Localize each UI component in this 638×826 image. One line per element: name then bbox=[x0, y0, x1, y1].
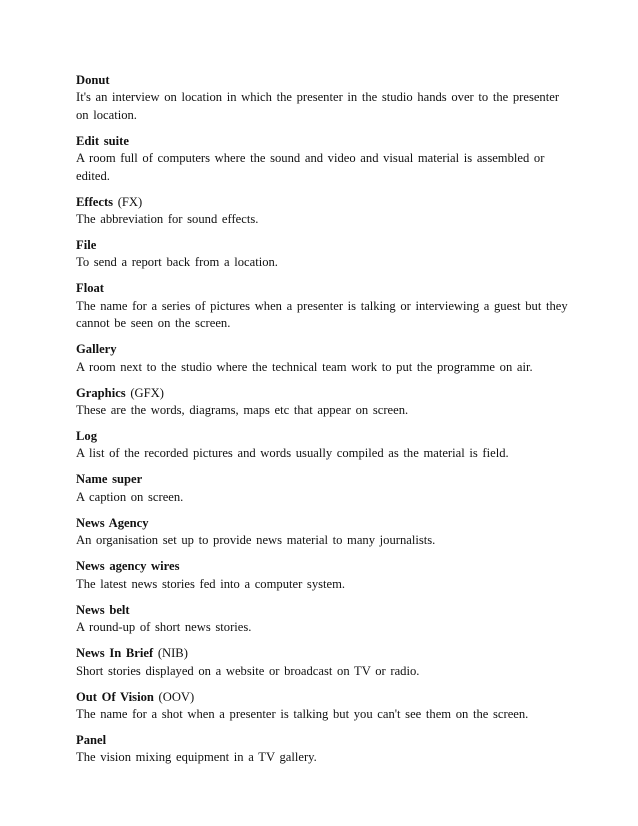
glossary-entry-gallery bbox=[76, 341, 576, 376]
term-definition: The name for a series of pictures when a presenter is talking or interviewing a guest but they cannot be seen on the screen. bbox=[76, 298, 568, 331]
term-name: Panel bbox=[76, 732, 107, 747]
glossary-term bbox=[76, 237, 576, 254]
glossary-entry-donut bbox=[76, 72, 576, 124]
glossary-entry-log bbox=[76, 428, 576, 463]
term-name: File bbox=[76, 238, 97, 253]
glossary-term bbox=[76, 602, 576, 619]
glossary-term bbox=[76, 341, 576, 358]
term-definition: The latest news stories fed into a computer system. bbox=[76, 576, 346, 591]
term-definition: A caption on screen. bbox=[76, 489, 184, 504]
glossary-term bbox=[76, 194, 576, 211]
term-definition: The abbreviation for sound effects. bbox=[76, 212, 259, 227]
glossary-term bbox=[76, 515, 576, 532]
glossary-entry-file bbox=[76, 237, 576, 272]
term-name: Float bbox=[76, 281, 104, 296]
term-name: News belt bbox=[76, 602, 130, 617]
term-definition: The vision mixing equipment in a TV gallery. bbox=[76, 750, 317, 765]
term-definition: These are the words, diagrams, maps etc that appear on screen. bbox=[76, 403, 409, 418]
term-definition: A room next to the studio where the technical team work to put the programme on air. bbox=[76, 359, 533, 374]
glossary-entry-effects bbox=[76, 194, 576, 229]
term-definition: A list of the recorded pictures and words usually compiled as the material is field. bbox=[76, 446, 509, 461]
term-name: News agency wires bbox=[76, 559, 180, 574]
term-definition: A room full of computers where the sound and video and visual material is assembled or edited. bbox=[76, 151, 545, 183]
term-name: Donut bbox=[76, 73, 110, 87]
term-definition: A round-up of short news stories. bbox=[76, 620, 252, 635]
term-name: Name super bbox=[76, 472, 143, 487]
glossary-term bbox=[76, 645, 576, 662]
glossary-entry-out-of-vision bbox=[76, 689, 576, 724]
term-name: Out Of Vision bbox=[76, 689, 154, 704]
glossary-entry-news-in-brief bbox=[76, 645, 576, 680]
term-abbreviation: (NIB) bbox=[157, 646, 188, 661]
term-name: Log bbox=[76, 429, 97, 444]
term-name: Edit suite bbox=[76, 133, 129, 148]
glossary-entry-edit-suite bbox=[76, 133, 576, 185]
glossary-term bbox=[76, 732, 576, 749]
glossary-term bbox=[76, 558, 576, 575]
glossary-entry-float bbox=[76, 280, 576, 332]
glossary-entry-graphics bbox=[76, 385, 576, 420]
term-definition: To send a report back from a location. bbox=[76, 255, 278, 270]
glossary-entry-name-super bbox=[76, 471, 576, 506]
term-name: News Agency bbox=[76, 515, 149, 530]
term-definition: An organisation set up to provide news material to many journalists. bbox=[76, 533, 436, 548]
glossary-term bbox=[76, 428, 576, 445]
glossary-entry-news-belt bbox=[76, 602, 576, 637]
glossary-term bbox=[76, 280, 576, 297]
term-name: News In Brief bbox=[76, 646, 154, 661]
glossary-entry-news-agency bbox=[76, 515, 576, 550]
term-name: Effects bbox=[76, 194, 114, 209]
glossary-term bbox=[76, 72, 576, 89]
term-abbreviation: (OOV) bbox=[158, 689, 195, 704]
glossary-term bbox=[76, 133, 576, 150]
glossary-term bbox=[76, 689, 576, 706]
glossary-entry-panel bbox=[76, 732, 576, 767]
glossary-term bbox=[76, 385, 576, 402]
term-abbreviation: (FX) bbox=[117, 194, 143, 209]
term-definition: The name for a shot when a presenter is talking but you can't see them on the screen. bbox=[76, 706, 529, 721]
term-abbreviation: (GFX) bbox=[130, 385, 164, 400]
term-name: Graphics bbox=[76, 385, 126, 400]
term-definition: It's an interview on location in which the presenter in the studio hands over to the presenter on location. bbox=[76, 90, 560, 122]
term-definition: Short stories displayed on a website or broadcast on TV or radio. bbox=[76, 663, 420, 678]
glossary-term bbox=[76, 471, 576, 488]
term-name: Gallery bbox=[76, 342, 117, 357]
glossary-list bbox=[76, 72, 576, 775]
glossary-entry-news-agency-wires bbox=[76, 558, 576, 593]
